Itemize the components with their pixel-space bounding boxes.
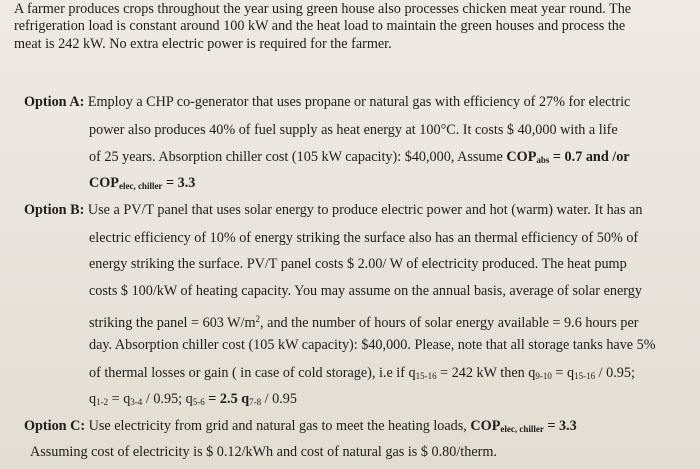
option-b-line-7: of thermal losses or gain ( in case of cold storage), i.e if $q_{15-16} = 242$ kW then $q_{9-10} = q_{15-16} / 0.95$;	[89, 365, 635, 381]
option-a-line-3	[89, 149, 630, 169]
option-b-line-3: energy striking the surface. PV/T panel costs $ 2.00/ W of electricity produced. The heat pump	[89, 256, 627, 272]
option-c-label: Option C:	[24, 418, 86, 434]
intro-line-2: refrigeration load is constant around 100 kW and the heat load to maintain the green houses and process the	[14, 18, 626, 34]
option-c-line-1: Option C: Use electricity from grid and natural gas to meet the heating loads, $COP_{elec, chiller} = 3.3$	[24, 418, 577, 434]
option-a-label: Option A:	[24, 94, 85, 110]
cop-elec-chiller-a: $COP_{elec, chiller} = 3.3$	[89, 175, 196, 191]
option-a-line-1	[24, 94, 630, 111]
option-b-line-6: day. Absorption chiller cost (105 kW capacity): $40,000. Please, note that all storage tanks have 5%	[89, 337, 656, 353]
cop-abs: $COP_{abs}$	[506, 149, 550, 165]
option-b-label: Option B:	[24, 202, 85, 218]
intro-line-3: meat is 242 kW. No extra electric power is required for the farmer.	[14, 36, 392, 52]
option-b-line-8: $q_{1-2} = q_{3-4} / 0.95$; $q_{5-6} = 2.5$ $q_{7-8} / 0.95$	[89, 391, 297, 407]
intro-line-1: A farmer produces crops throughout the year using green house also processes chicken meat year round. The	[14, 1, 632, 17]
option-b-line-2: electric efficiency of 10% of energy striking the surface also has an thermal efficiency of 50% of	[89, 230, 639, 246]
option-a-line-4	[89, 175, 195, 195]
option-a-text-3: of 25 years. Absorption chiller cost (105 kW capacity): $40,000, Assume	[89, 149, 503, 165]
option-b-line-1	[24, 202, 642, 219]
option-a-text-1: Employ a CHP co-generator that uses propane or natural gas with efficiency of 27% for electric	[87, 94, 631, 110]
cop-elec-chiller-c: $COP_{elec, chiller} = 3.3$	[470, 418, 577, 434]
cop-abs-value: = 0.7 and /or	[549, 149, 630, 165]
option-a-line-2: power also produces 40% of fuel supply as heat energy at 100°C. It costs $ 40,000 with a life	[89, 122, 618, 138]
option-b-text-1: Use a PV/T panel that uses solar energy to produce electric power and hot (warm) water. It has an	[87, 202, 643, 218]
option-b-line-5: striking the panel = 603 $W/m^2$, and the number of hours of solar energy available = 9.6 hours per	[89, 314, 639, 331]
option-c-line-2: Assuming cost of electricity is $ 0.12/kWh and cost of natural gas is $ 0.80/therm.	[30, 444, 497, 460]
option-b-line-4: costs $ 100/kW of heating capacity. You may assume on the annual basis, average of solar energy	[89, 283, 642, 299]
